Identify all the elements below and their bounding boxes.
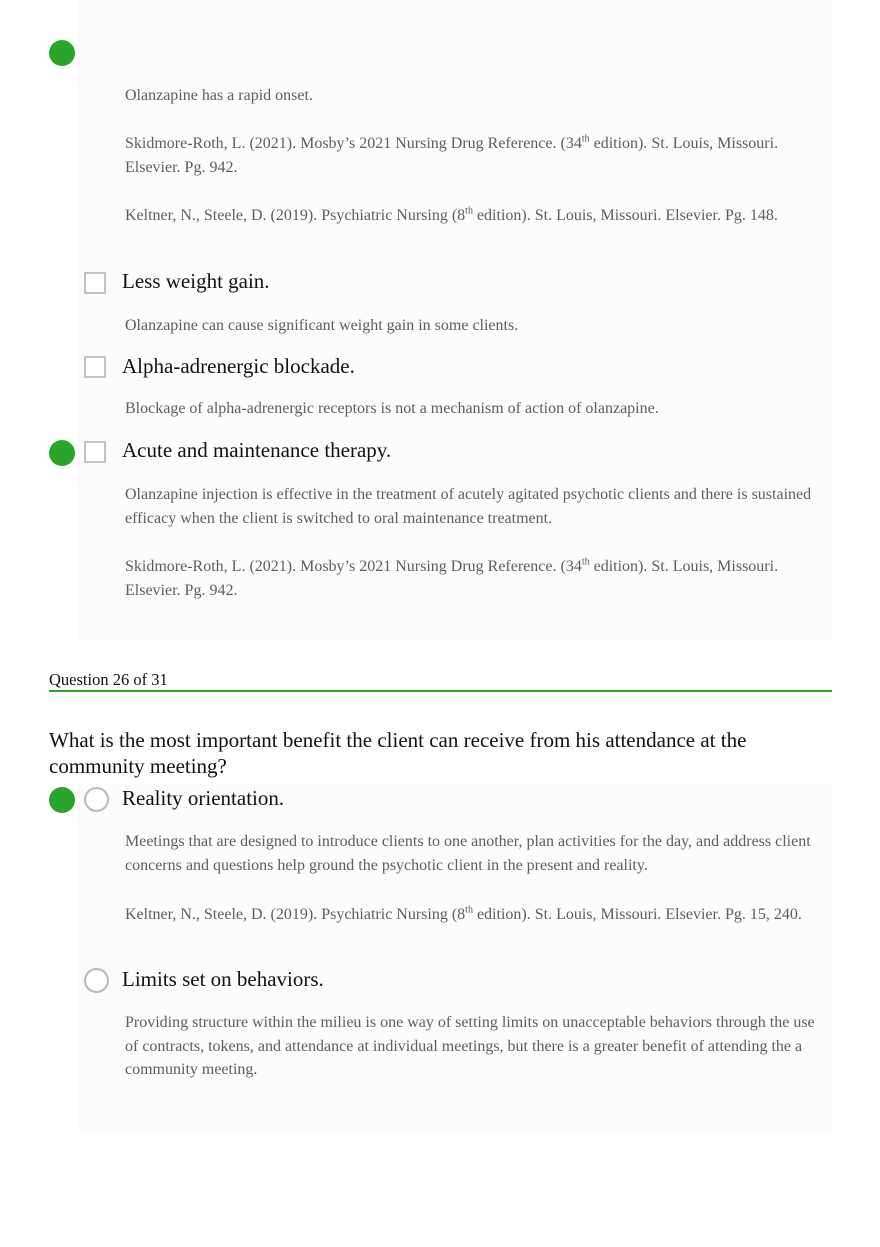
option-rationale: Blockage of alpha-adrenergic receptors is not a mechanism of action of olanzapine. xyxy=(125,400,659,417)
option-radio[interactable] xyxy=(84,787,109,812)
option-rationale: Meetings that are designed to introduce clients to one another, plan activities for the day, and address client concerns and questions help ground the psychotic client in the present and reality. xyxy=(125,833,811,874)
option-label[interactable]: Reality orientation. xyxy=(122,786,285,810)
option-rationale: Providing structure within the milieu is one way of setting limits on unacceptable behaviors through the use of contracts, tokens, and attendance at individual meetings, but there is a greater benefit of attending the a community meeting. xyxy=(125,1014,815,1078)
correct-indicator-icon xyxy=(49,787,75,813)
reference-citation: Skidmore-Roth, L. (2021). Mosby’s 2021 Nursing Drug Reference. (34th edition). St. Louis, Missouri. Elsevier. Pg. 942. xyxy=(125,556,779,599)
reference-citation: Keltner, N., Steele, D. (2019). Psychiatric Nursing (8th edition). St. Louis, Missouri. Elsevier. Pg. 148. xyxy=(125,205,778,224)
correct-indicator-icon xyxy=(49,440,75,466)
option-label[interactable]: Less weight gain. xyxy=(122,269,270,293)
option-checkbox[interactable] xyxy=(84,441,106,463)
divider xyxy=(49,690,832,692)
option-label[interactable]: Limits set on behaviors. xyxy=(122,967,324,991)
option-label[interactable]: Acute and maintenance therapy. xyxy=(122,438,392,462)
reference-citation: Keltner, N., Steele, D. (2019). Psychiatric Nursing (8th edition). St. Louis, Missouri. Elsevier. Pg. 15, 240. xyxy=(125,904,802,923)
question-text: What is the most important benefit the client can receive from his attendance at the community meeting? xyxy=(49,728,747,778)
correct-indicator-icon xyxy=(49,40,75,66)
option-radio[interactable] xyxy=(84,968,109,993)
option-rationale: Olanzapine injection is effective in the treatment of acutely agitated psychotic clients and there is sustained efficacy when the client is switched to oral maintenance treatment. xyxy=(125,486,812,527)
question-counter: Question 26 of 31 xyxy=(49,670,168,689)
option-checkbox[interactable] xyxy=(84,356,106,378)
reference-citation: Skidmore-Roth, L. (2021). Mosby’s 2021 Nursing Drug Reference. (34th edition). St. Louis, Missouri. Elsevier. Pg. 942. xyxy=(125,133,779,176)
option-rationale: Olanzapine can cause significant weight gain in some clients. xyxy=(125,317,519,334)
option-checkbox[interactable] xyxy=(84,272,106,294)
answer-rationale: Olanzapine has a rapid onset. xyxy=(125,87,313,104)
option-label[interactable]: Alpha-adrenergic blockade. xyxy=(122,354,355,378)
